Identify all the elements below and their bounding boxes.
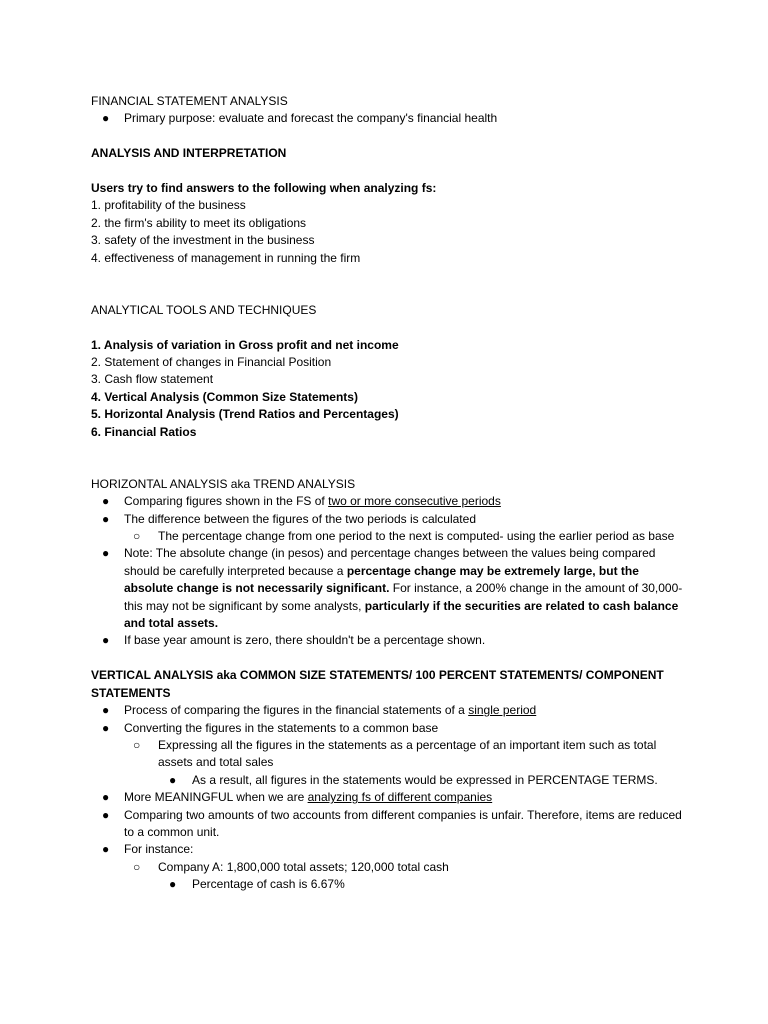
purpose-text: Primary purpose: evaluate and forecast the company's financial health [124, 111, 498, 126]
underlined-text: two or more consecutive periods [328, 494, 501, 509]
heading-vertical-analysis: VERTICAL ANALYSIS aka COMMON SIZE STATEMENTS/ 100 PERCENT STATEMENTS/ COMPONENT STATEMENTS [91, 668, 664, 700]
tools-item: 2. Statement of changes in Financial Position [91, 355, 332, 370]
sub-sub-item-text: As a result, all figures in the statements would be expressed in PERCENTAGE TERMS. [192, 772, 658, 787]
horizontal-list [91, 493, 691, 650]
bullet-icon: ● [102, 807, 110, 822]
vertical-item-text: More MEANINGFUL when we are [124, 790, 308, 805]
sub-sub-list [91, 772, 691, 789]
horizontal-item-text: If base year amount is zero, there shouldn't be a percentage shown. [124, 633, 486, 648]
note-text: Note: The absolute change (in pesos) and percentage changes between the values being compared should be carefully interpreted because a [124, 546, 656, 578]
list-item [91, 528, 691, 545]
bullet-icon: ● [102, 633, 110, 648]
circle-bullet-icon: ○ [133, 529, 141, 544]
bullet-icon: ● [102, 790, 110, 805]
users-intro: Users try to find answers to the following when analyzing fs: [91, 181, 437, 195]
bullet-icon: ● [102, 111, 110, 126]
bullet-icon: ● [102, 546, 110, 561]
horizontal-item-text: The difference between the figures of the two periods is calculated [124, 511, 476, 526]
bullet-icon: ● [102, 703, 110, 718]
sub-list [91, 859, 691, 894]
heading-horizontal-analysis: HORIZONTAL ANALYSIS aka TREND ANALYSIS [91, 476, 356, 491]
bullet-icon: ● [102, 842, 110, 857]
bullet-icon: ● [102, 720, 110, 735]
list-item [91, 772, 691, 789]
list-item [91, 545, 691, 632]
vertical-item-text: Comparing two amounts of two accounts from different companies is unfair. Therefore, items are reduced to a common unit. [124, 807, 682, 839]
sub-item-text: Expressing all the figures in the statements as a percentage of an important item such as total assets and total sales [158, 737, 657, 770]
tools-item: 6. Financial Ratios [91, 424, 197, 439]
circle-bullet-icon: ○ [133, 737, 141, 752]
bullet-icon: ● [169, 877, 177, 892]
users-item: 2. the firm's ability to meet its obligations [91, 215, 307, 230]
sub-list [91, 528, 691, 545]
heading-financial-statement-analysis: FINANCIAL STATEMENT ANALYSIS [91, 94, 288, 108]
list-item [91, 720, 691, 790]
sub-item-text: The percentage change from one period to the next is computed- using the earlier period as base [158, 529, 675, 544]
heading-analytical-tools: ANALYTICAL TOOLS AND TECHNIQUES [91, 302, 317, 317]
bullet-icon: ● [169, 772, 177, 787]
list-item [91, 876, 691, 893]
sub-sub-list [91, 876, 691, 893]
sub-list [91, 737, 691, 789]
tools-item: 4. Vertical Analysis (Common Size Statements) [91, 389, 358, 404]
note-text: For instance, a 200% change in the amount of 30,000- this may not be significant by some analysts, [124, 581, 683, 613]
horizontal-item-text: Comparing figures shown in the FS of [124, 494, 329, 509]
sub-item-text: Company A: 1,800,000 total assets; 120,000 total cash [158, 859, 449, 874]
circle-bullet-icon: ○ [133, 859, 141, 874]
list-item [91, 511, 691, 546]
list-item [91, 841, 691, 893]
underlined-text: analyzing fs of different companies [307, 790, 493, 805]
list-item [91, 789, 691, 806]
list-item [91, 807, 691, 842]
list-item [91, 737, 691, 789]
vertical-item-text: Converting the figures in the statements to a common base [124, 720, 439, 735]
tools-item: 1. Analysis of variation in Gross profit and net income [91, 337, 399, 352]
note-bold-text: percentage change may be extremely large, but the absolute change is not necessarily significant. [124, 563, 639, 596]
list-item [91, 702, 691, 719]
bullet-icon: ● [102, 511, 110, 526]
tools-item: 5. Horizontal Analysis (Trend Ratios and Percentages) [91, 407, 399, 422]
tools-item: 3. Cash flow statement [91, 372, 214, 387]
users-item: 1. profitability of the business [91, 198, 246, 213]
sub-sub-item-text: Percentage of cash is 6.67% [192, 877, 345, 892]
heading-analysis-interpretation: ANALYSIS AND INTERPRETATION [91, 146, 287, 161]
vertical-item-text: Process of comparing the figures in the financial statements of a [124, 703, 469, 718]
list-item [91, 110, 691, 127]
purpose-list [91, 110, 691, 127]
underlined-text: single period [468, 703, 537, 718]
users-item: 4. effectiveness of management in running the firm [91, 250, 361, 265]
document-body [91, 93, 691, 894]
bullet-icon: ● [102, 494, 110, 509]
list-item [91, 493, 691, 510]
list-item [91, 632, 691, 649]
vertical-list [91, 702, 691, 893]
note-bold-text: particularly if the securities are related to cash balance and total assets. [124, 598, 679, 631]
vertical-item-text: For instance: [124, 842, 194, 857]
list-item [91, 859, 691, 894]
users-item: 3. safety of the investment in the business [91, 233, 315, 248]
